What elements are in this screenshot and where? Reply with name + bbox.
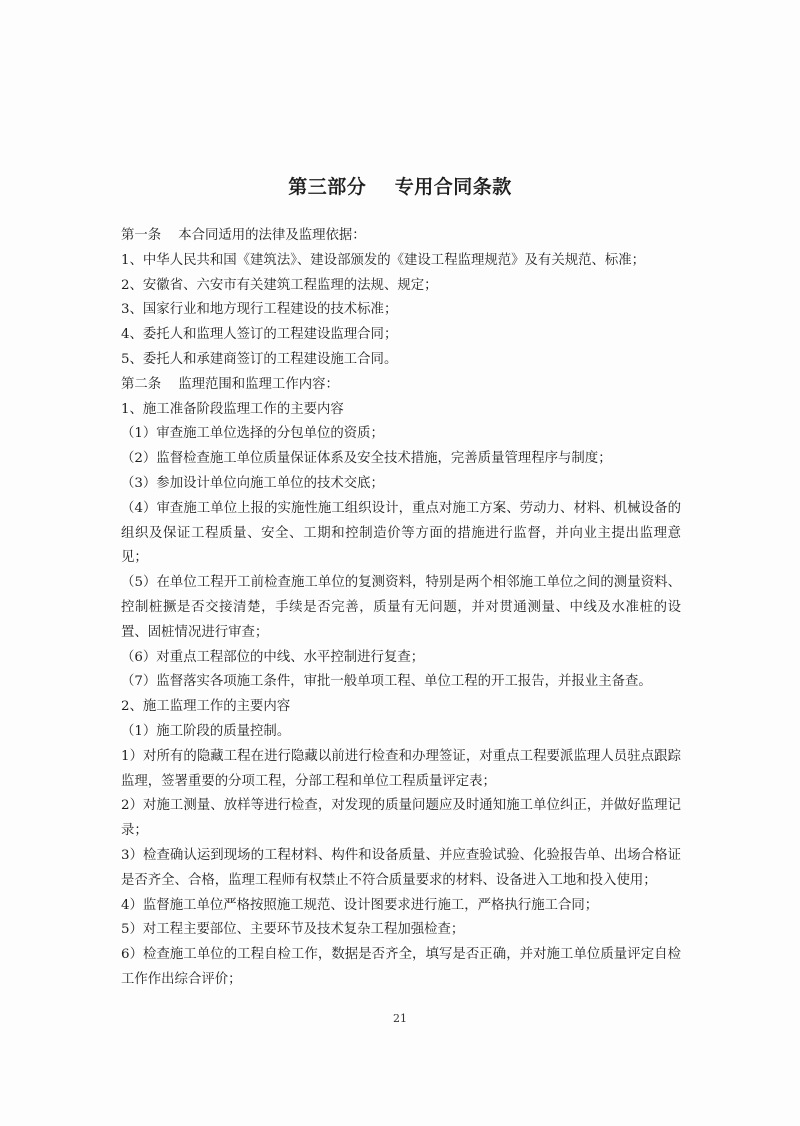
paragraph-section-heading: 2、施工监理工作的主要内容 <box>121 699 291 715</box>
paragraph-item: 4、委托人和监理人签订的工程建设监理合同； <box>121 327 398 343</box>
paragraph-item: 5）对工程主要部位、主要环节及技术复杂工程加强检查； <box>121 922 465 938</box>
paragraph-item: （6）对重点工程部位的中线、水平控制进行复查； <box>121 649 425 665</box>
paragraph-item: （3）参加设计单位向施工单位的技术交底； <box>121 475 384 491</box>
paragraph-item: （2）监督检查施工单位质量保证体系及安全技术措施，完善质量管理程序与制度； <box>121 451 612 467</box>
paragraph-item: （5）在单位工程开工前检查施工单位的复测资料，特别是两个相邻施工单位之间的测量资料、控制桩撅是否交接清楚，手续是否完善，质量有无问题，并对贯通测量、中线及水准桩的设置、固桩情况进行审查； <box>121 575 681 640</box>
paragraph-item: （1）审查施工单位选择的分包单位的资质； <box>121 426 384 442</box>
paragraph-item: 3、国家行业和地方现行工程建设的技术标准； <box>121 302 398 318</box>
paragraph-article-2: 第二条 监理范围和监理工作内容： <box>121 376 339 392</box>
paragraph-item: 5、委托人和承建商签订的工程建设施工合同。 <box>121 351 398 367</box>
document-body <box>121 224 681 993</box>
paragraph-item: 2）对施工测量、放样等进行检查，对发现的质量问题应及时通知施工单位纠正，并做好监理记录； <box>121 798 681 839</box>
paragraph-subheading: （1）施工阶段的质量控制。 <box>121 723 291 739</box>
paragraph-section-heading: 1、施工准备阶段监理工作的主要内容 <box>121 401 344 417</box>
paragraph-item: 1、中华人民共和国《建筑法》、建设部颁发的《建设工程监理规范》及有关规范、标准； <box>121 252 646 268</box>
paragraph-item: 6）检查施工单位的工程自检工作，数据是否齐全，填写是否正确，并对施工单位质量评定自检工作作出综合评价； <box>121 947 681 987</box>
paragraph-item: 4）监督施工单位严格按照施工规范、设计图要求进行施工，严格执行施工合同； <box>121 897 599 913</box>
paragraph-item: 3）检查确认运到现场的工程材料、构件和设备质量、并应查验试验、化验报告单、出场合格证是否齐全、合格，监理工程师有权禁止不符合质量要求的材料、设备进入工地和投入使用； <box>121 847 681 888</box>
page-number: 21 <box>393 1012 407 1025</box>
paragraph-item: 1）对所有的隐藏工程在进行隐藏以前进行检查和办理签证，对重点工程要派监理人员驻点跟踪监理，签署重要的分项工程，分部工程和单位工程质量评定表； <box>121 748 681 789</box>
paragraph-article-1: 第一条 本合同适用的法律及监理依据： <box>121 228 366 243</box>
paragraph-item: 2、安徽省、六安市有关建筑工程监理的法规、规定； <box>121 277 438 293</box>
paragraph-item: （4）审查施工单位上报的实施性施工组织设计，重点对施工方案、劳动力、材料、机械设备的组织及保证工程质量、安全、工期和控制造价等方面的措施进行监督，并向业主提出监理意见； <box>121 500 681 566</box>
paragraph-item: （7）监督落实各项施工条件，审批一般单项工程、单位工程的开工报告，并报业主备查。 <box>121 674 652 690</box>
page-title: 第三部分 专用合同条款 <box>288 176 512 198</box>
